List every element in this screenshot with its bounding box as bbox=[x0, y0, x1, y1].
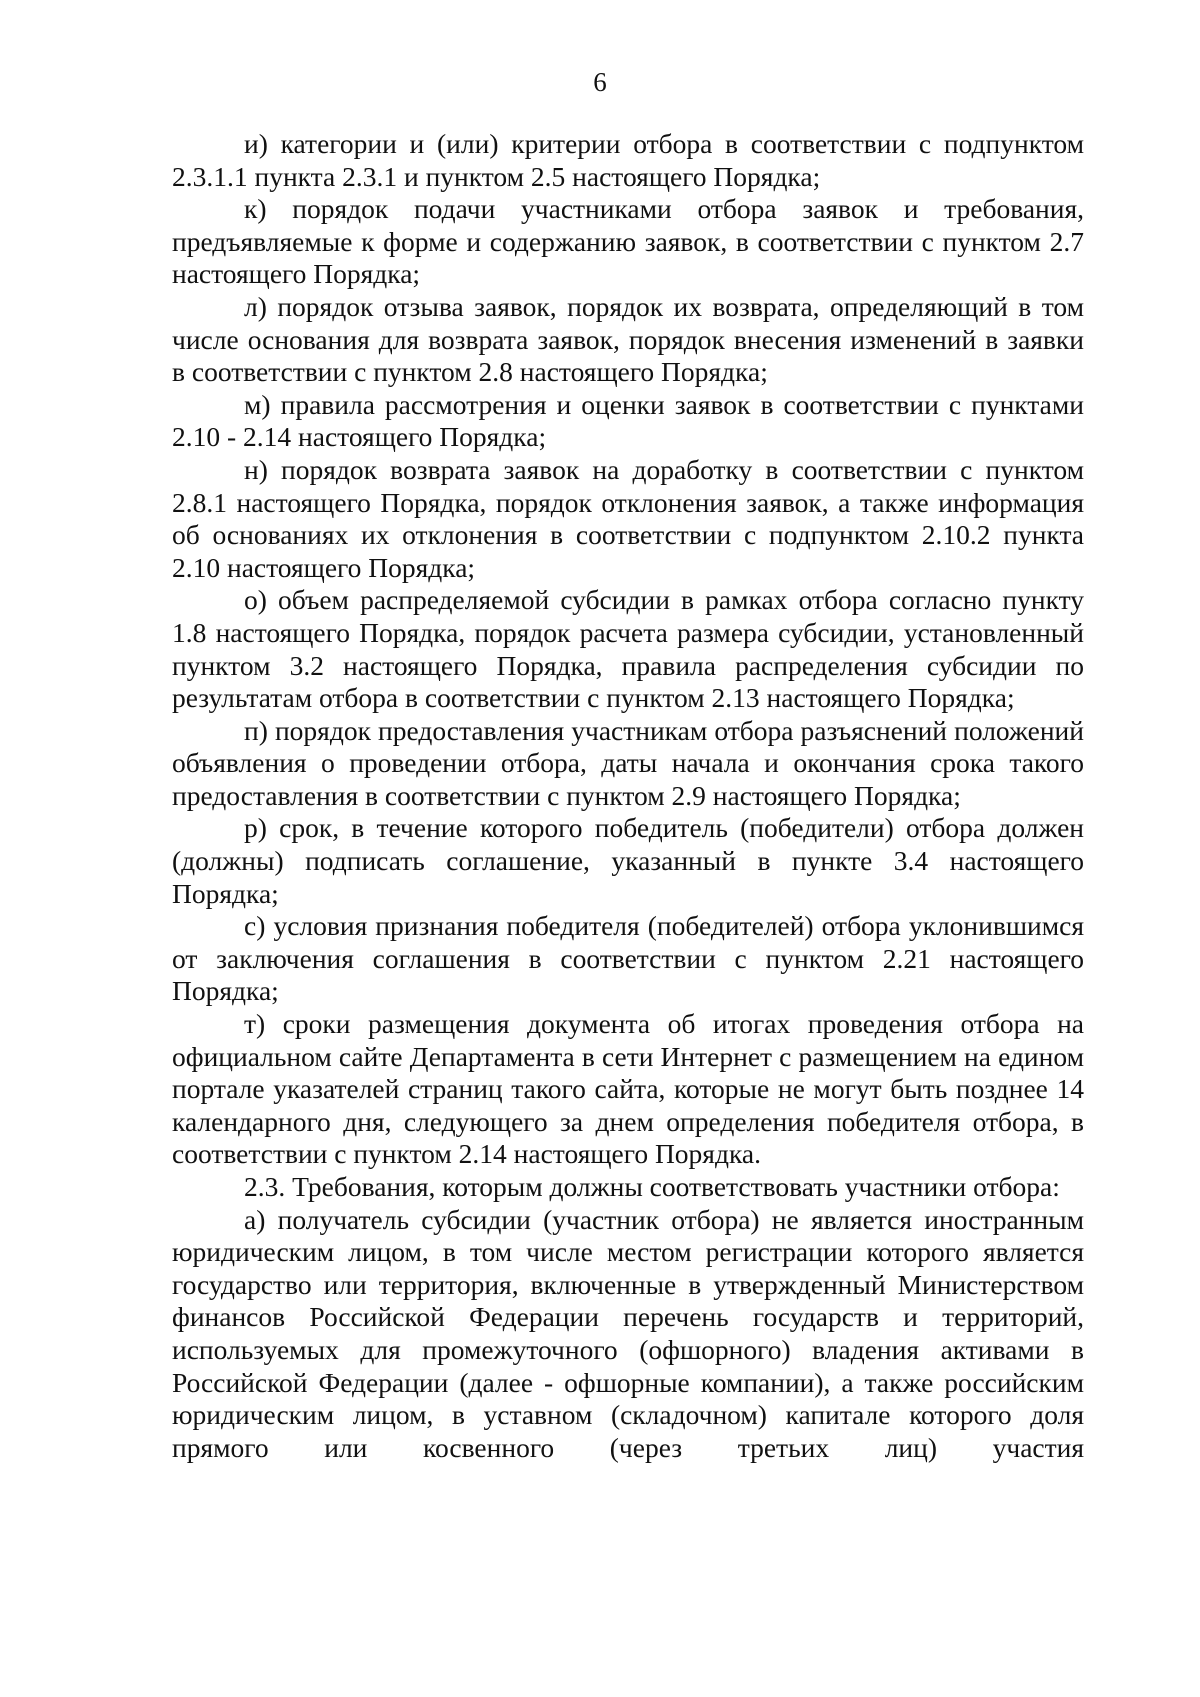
paragraph-item-k: к) порядок подачи участниками отбора заявок и требования, предъявляемые к форме и содержанию заявок, в соответствии с пунктом 2.7 настоящего Порядка; bbox=[172, 193, 1084, 290]
paragraph-item-a: а) получатель субсидии (участник отбора) не является иностранным юридическим лицом, в том числе местом регистрации которого является государство или территория, включенные в утвержденный Министерством финансов Российской Федерации перечень государств и территорий, используемых для промежуточного (офшорного) владения активами в Российской Федерации (далее - офшорные компании), а также российским юридическим лицом, в уставном (складочном) капитале которого доля прямого или косвенного (через третьих лиц) участия bbox=[172, 1203, 1084, 1463]
paragraph-item-s: с) условия признания победителя (победителей) отбора уклонившимся от заключения соглашения в соответствии с пунктом 2.21 настоящего Порядка; bbox=[172, 910, 1084, 1007]
paragraph-item-n: н) порядок возврата заявок на доработку в соответствии с пунктом 2.8.1 настоящего Порядка, порядок отклонения заявок, а также информация об основаниях их отклонения в соответствии с подпунктом 2.10.2 пункта 2.10 настоящего Порядка; bbox=[172, 453, 1084, 583]
paragraph-item-l: л) порядок отзыва заявок, порядок их возврата, определяющий в том числе основания для возврата заявок, порядок внесения изменений в заявки в соответствии с пунктом 2.8 настоящего Порядка; bbox=[172, 290, 1084, 388]
paragraph-item-m: м) правила рассмотрения и оценки заявок в соответствии с пунктами 2.10 - 2.14 настоящего Порядка; bbox=[172, 388, 1084, 453]
paragraph-item-i: и) категории и (или) критерии отбора в соответствии с подпунктом 2.3.1.1 пункта 2.3.1 и пунктом 2.5 настоящего Порядка; bbox=[172, 128, 1084, 192]
paragraph-item-o: о) объем распределяемой субсидии в рамках отбора согласно пункту 1.8 настоящего Порядка, порядок расчета размера субсидии, установленный пунктом 3.2 настоящего Порядка, правила распределения субсидии по результатам отбора в соответствии с пунктом 2.13 настоящего Порядка; bbox=[172, 584, 1084, 714]
paragraph-item-p: п) порядок предоставления участникам отбора разъяснений положений объявления о проведении отбора, даты начала и окончания срока такого предоставления в соответствии с пунктом 2.9 настоящего Порядка; bbox=[172, 714, 1084, 811]
document-body bbox=[172, 128, 1084, 1464]
paragraph-item-t: т) сроки размещения документа об итогах проведения отбора на официальном сайте Департамента в сети Интернет с размещением на едином портале указателей страниц такого сайта, которые не могут быть позднее 14 календарного дня, следующего за днем определения победителя отбора, в соответствии с пунктом 2.14 настоящего Порядка. bbox=[172, 1008, 1084, 1170]
paragraph-item-r: р) срок, в течение которого победитель (победители) отбора должен (должны) подписать соглашение, указанный в пункте 3.4 настоящего Порядка; bbox=[172, 812, 1084, 909]
page-number: 6 bbox=[593, 67, 607, 97]
section-2-3-heading: 2.3. Требования, которым должны соответствовать участники отбора: bbox=[244, 1171, 1060, 1202]
